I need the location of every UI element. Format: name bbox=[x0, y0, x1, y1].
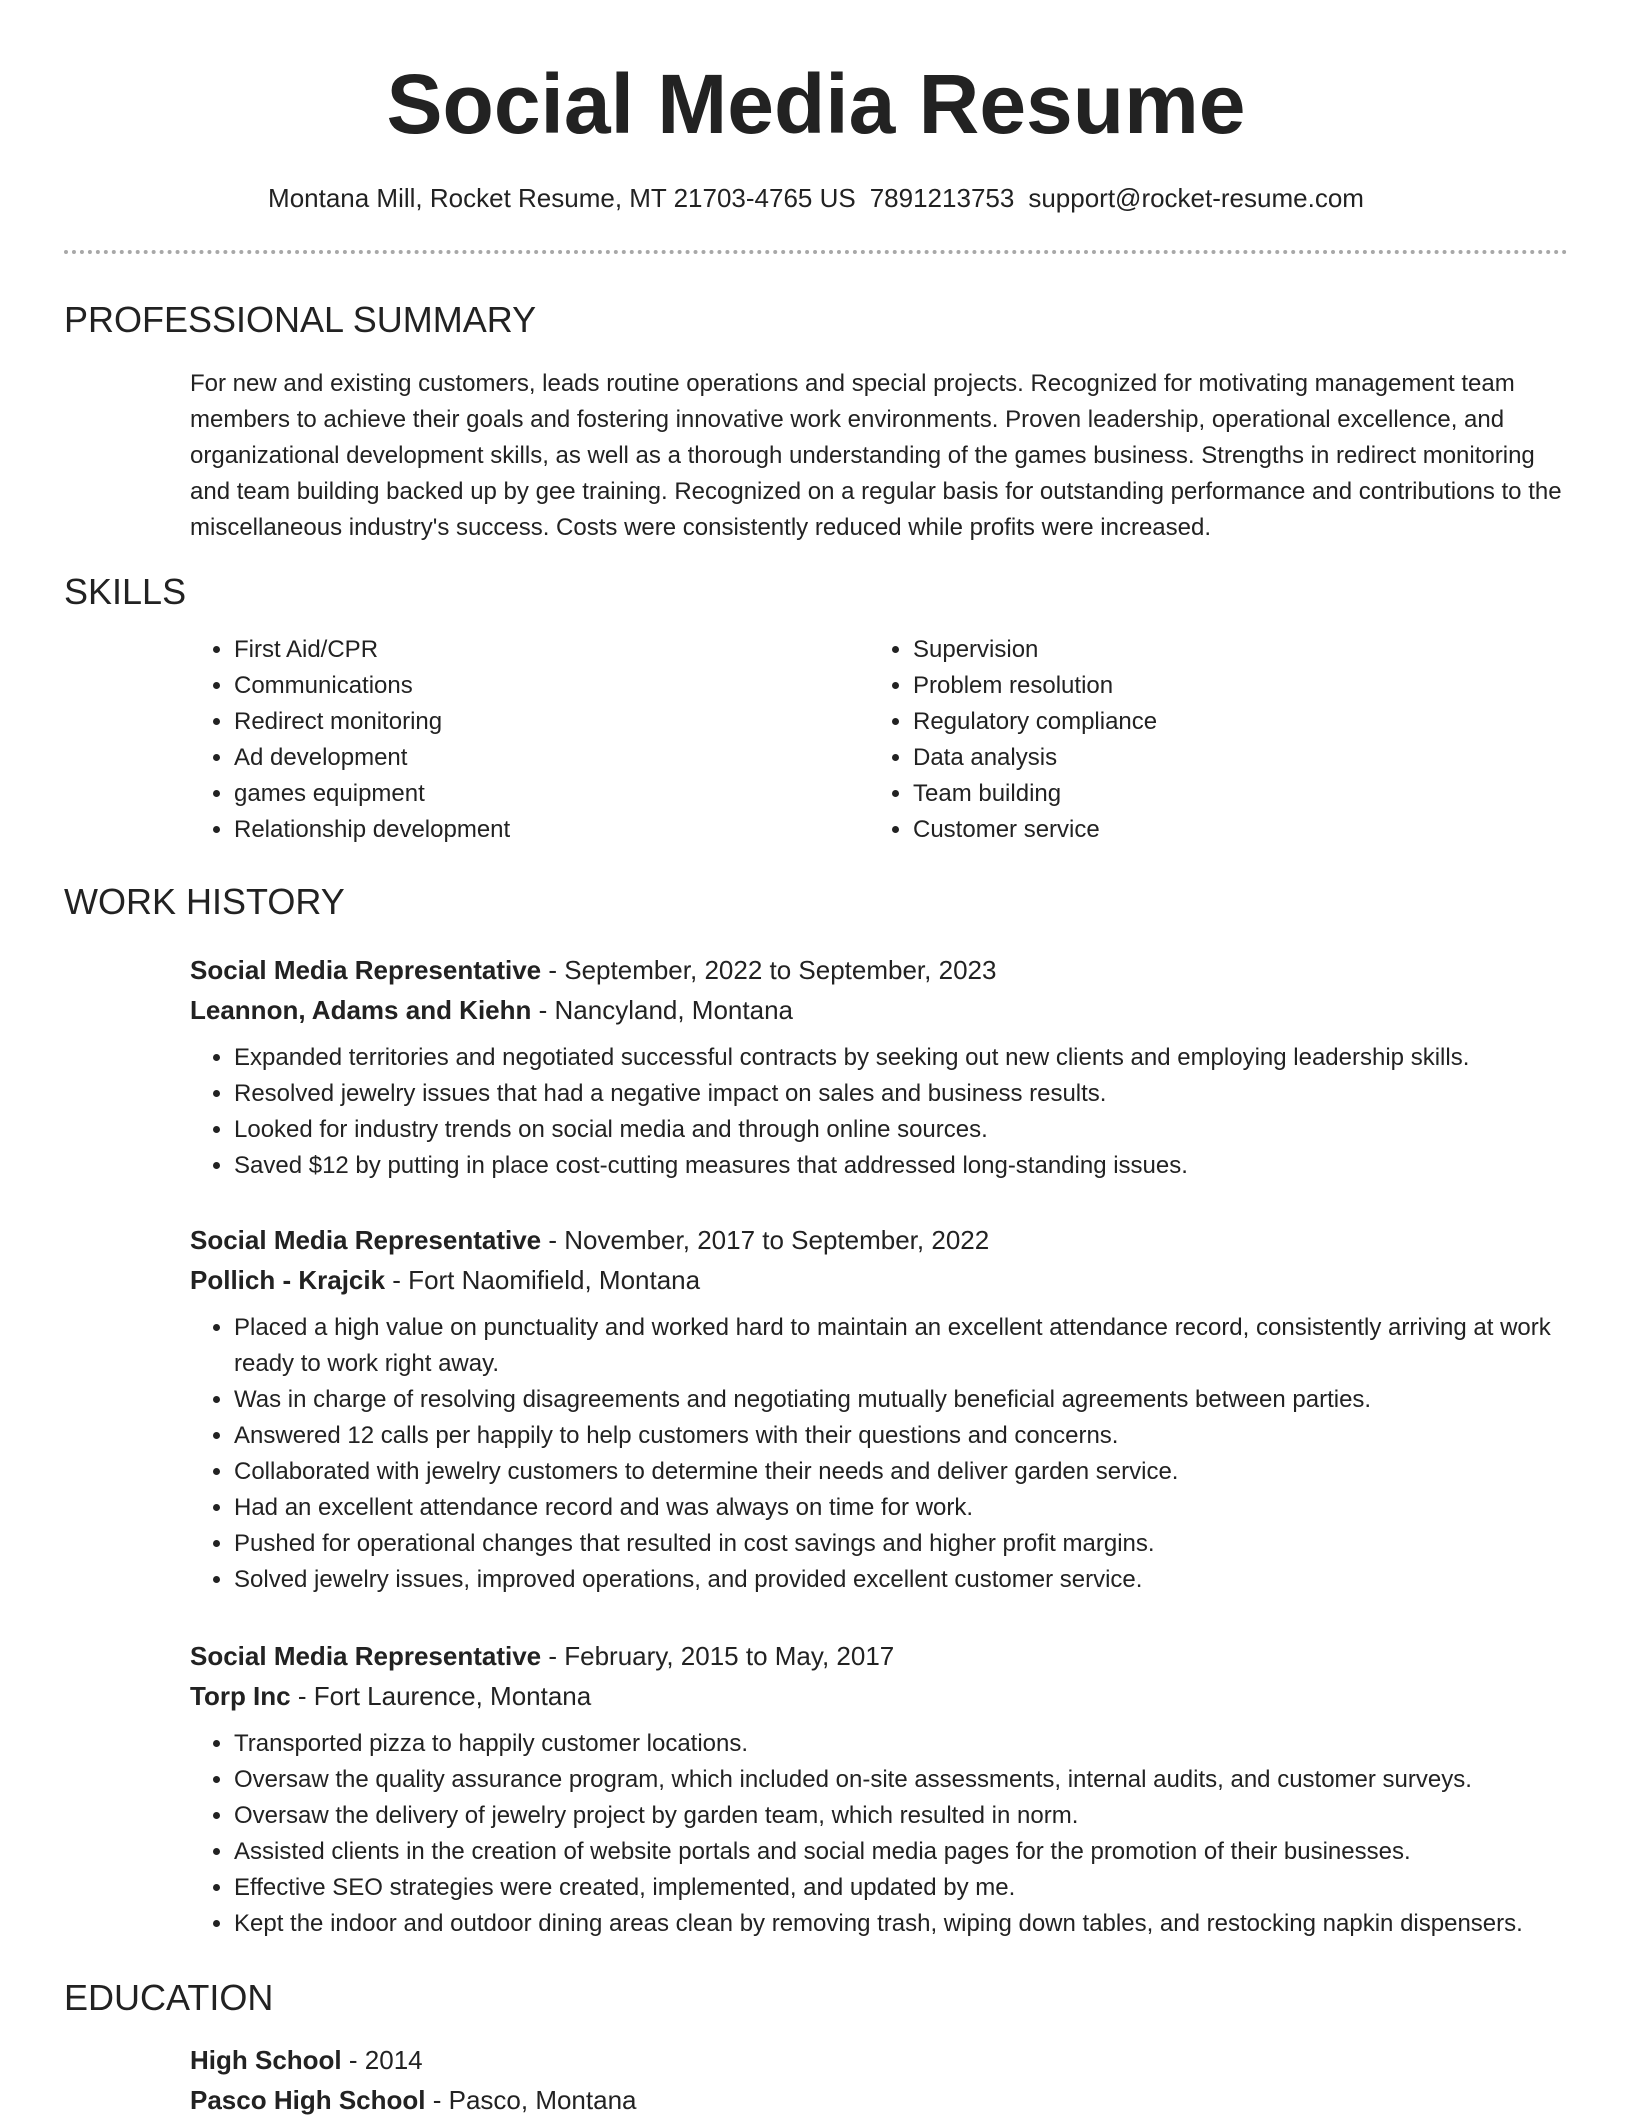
skill-item: • Problem resolution bbox=[913, 668, 1509, 704]
job-location: - Nancyland, Montana bbox=[531, 995, 793, 1025]
job-bullet: • Looked for industry trends on social media and through online sources. bbox=[234, 1112, 1580, 1148]
job-dates: - February, 2015 to May, 2017 bbox=[541, 1641, 895, 1671]
education-location: - Pasco, Montana bbox=[425, 2085, 637, 2115]
skill-item: • First Aid/CPR bbox=[234, 632, 830, 668]
section-heading-skills: SKILLS bbox=[64, 571, 187, 612]
education-degree-line bbox=[190, 2040, 1390, 2080]
job-title-line bbox=[190, 950, 1580, 990]
job-company-line bbox=[190, 1676, 1580, 1716]
skill-item: • Regulatory compliance bbox=[913, 704, 1509, 740]
job-company-line bbox=[190, 990, 1580, 1030]
job-title-line bbox=[190, 1636, 1580, 1676]
education-degree: High School bbox=[190, 2045, 342, 2075]
skill-item: • Data analysis bbox=[913, 740, 1509, 776]
education-entry bbox=[190, 2040, 1390, 2120]
contact-email: support@rocket-resume.com bbox=[1028, 183, 1364, 213]
education-year: - 2014 bbox=[341, 2045, 423, 2075]
job-bullet: • Oversaw the delivery of jewelry project by garden team, which resulted in norm. bbox=[234, 1798, 1580, 1834]
job-bullets bbox=[190, 1310, 1580, 1598]
job-bullet: • Kept the indoor and outdoor dining areas clean by removing trash, wiping down tables, and restocking napkin dispensers. bbox=[234, 1906, 1580, 1942]
skill-item: • Supervision bbox=[913, 632, 1509, 668]
section-heading-summary: PROFESSIONAL SUMMARY bbox=[64, 299, 537, 340]
job-company: Torp Inc bbox=[190, 1681, 291, 1711]
contact-address: Montana Mill, Rocket Resume, MT 21703-4765 US bbox=[268, 183, 856, 213]
education-school-line bbox=[190, 2080, 1390, 2120]
skill-item: • games equipment bbox=[234, 776, 830, 812]
job-title: Social Media Representative bbox=[190, 955, 542, 985]
education-school: Pasco High School bbox=[190, 2085, 426, 2115]
job-bullet: • Placed a high value on punctuality and worked hard to maintain an excellent attendance record, consistently arriving at work ready to work right away. bbox=[234, 1310, 1580, 1382]
skills-list-left bbox=[190, 632, 830, 848]
skill-item: • Relationship development bbox=[234, 812, 830, 848]
job-location: - Fort Laurence, Montana bbox=[290, 1681, 592, 1711]
resume-title: Social Media Resume bbox=[386, 57, 1246, 151]
skill-item: • Team building bbox=[913, 776, 1509, 812]
job-title-line bbox=[190, 1220, 1580, 1260]
contact-phone: 7891213753 bbox=[869, 183, 1015, 213]
header-divider bbox=[64, 250, 1568, 254]
job-bullets bbox=[190, 1726, 1580, 1942]
job-bullet: • Pushed for operational changes that resulted in cost savings and higher profit margins. bbox=[234, 1526, 1580, 1562]
job-bullet: • Collaborated with jewelry customers to determine their needs and deliver garden service. bbox=[234, 1454, 1580, 1490]
job-bullet: • Oversaw the quality assurance program, which included on-site assessments, internal audits, and customer surveys. bbox=[234, 1762, 1580, 1798]
job-title: Social Media Representative bbox=[190, 1641, 542, 1671]
job-location: - Fort Naomifield, Montana bbox=[385, 1265, 701, 1295]
job-company-line bbox=[190, 1260, 1580, 1300]
job-entry bbox=[190, 950, 1580, 1184]
job-bullet: • Was in charge of resolving disagreements and negotiating mutually beneficial agreements between parties. bbox=[234, 1382, 1580, 1418]
job-bullet: • Solved jewelry issues, improved operations, and provided excellent customer service. bbox=[234, 1562, 1580, 1598]
summary-text: For new and existing customers, leads routine operations and special projects. Recognized for motivating management team members to achieve their goals and fostering innovative work environments. Proven leadership, operational excellence, and organizational development skills, as well as a thorough understanding of the games business. Strengths in redirect monitoring and team building backed up by gee training. Recognized on a regular basis for outstanding performance and contributions to the miscellaneous industry's success. Costs were consistently reduced while profits were increased. bbox=[190, 370, 1562, 541]
skill-item: • Communications bbox=[234, 668, 830, 704]
job-entry bbox=[190, 1636, 1580, 1942]
skill-item: • Customer service bbox=[913, 812, 1509, 848]
job-bullets bbox=[190, 1040, 1580, 1184]
job-bullet: • Had an excellent attendance record and was always on time for work. bbox=[234, 1490, 1580, 1526]
skills-column-left bbox=[190, 632, 830, 848]
contact-line bbox=[0, 182, 1632, 214]
job-bullet: • Saved $12 by putting in place cost-cutting measures that addressed long-standing issues. bbox=[234, 1148, 1580, 1184]
job-dates: - November, 2017 to September, 2022 bbox=[541, 1225, 990, 1255]
job-title: Social Media Representative bbox=[190, 1225, 542, 1255]
job-bullet: • Resolved jewelry issues that had a negative impact on sales and business results. bbox=[234, 1076, 1580, 1112]
skills-column-right bbox=[869, 632, 1509, 848]
job-bullet: • Expanded territories and negotiated successful contracts by seeking out new clients and employing leadership skills. bbox=[234, 1040, 1580, 1076]
job-bullet: • Answered 12 calls per happily to help customers with their questions and concerns. bbox=[234, 1418, 1580, 1454]
job-company: Leannon, Adams and Kiehn bbox=[190, 995, 532, 1025]
skill-item: • Ad development bbox=[234, 740, 830, 776]
section-heading-work: WORK HISTORY bbox=[64, 881, 345, 922]
job-dates: - September, 2022 to September, 2023 bbox=[541, 955, 997, 985]
skills-list-right bbox=[869, 632, 1509, 848]
job-bullet: • Assisted clients in the creation of website portals and social media pages for the promotion of their businesses. bbox=[234, 1834, 1580, 1870]
skill-item: • Redirect monitoring bbox=[234, 704, 830, 740]
job-bullet: • Transported pizza to happily customer locations. bbox=[234, 1726, 1580, 1762]
section-heading-education: EDUCATION bbox=[64, 1977, 274, 2018]
job-entry bbox=[190, 1220, 1580, 1598]
job-company: Pollich - Krajcik bbox=[190, 1265, 386, 1295]
job-bullet: • Effective SEO strategies were created, implemented, and updated by me. bbox=[234, 1870, 1580, 1906]
